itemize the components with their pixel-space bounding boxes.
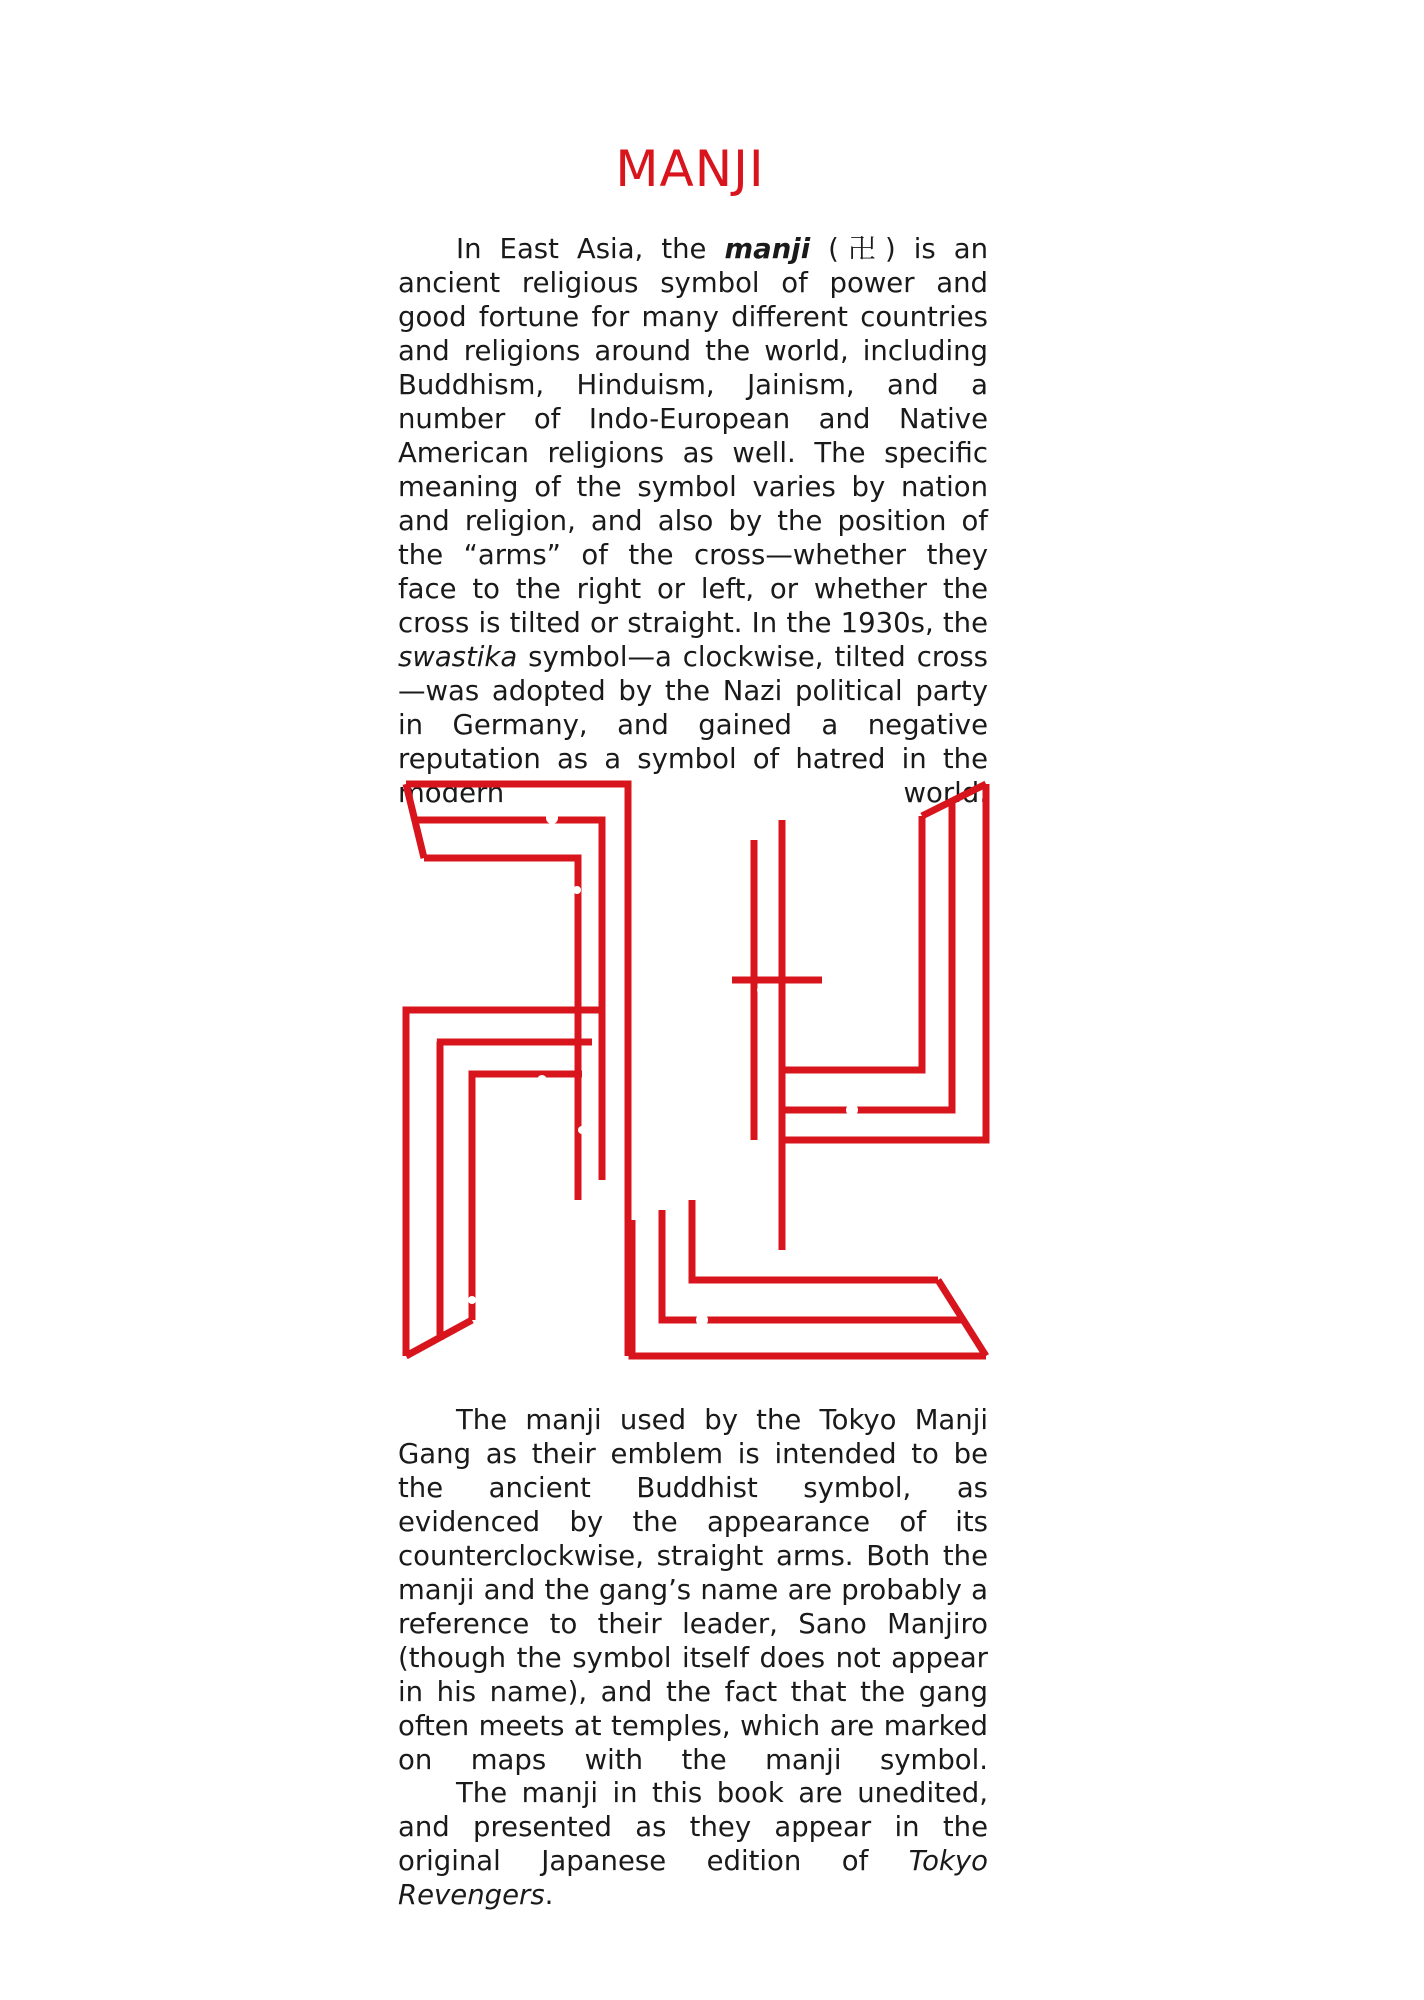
edition-text-2: . bbox=[544, 1879, 554, 1911]
emblem-paragraph bbox=[398, 1403, 988, 1777]
manji-character: 卍 bbox=[838, 233, 885, 265]
manji-term: manji bbox=[724, 233, 811, 265]
intro-text-3: ) is an ancient religious symbol of power and good fortune for many different countries and religions around the world, including Buddhism, Hinduism, Jainism, and a number of Indo-European and Native American religions as well. The specific meaning of the symbol varies by nation and religion, and also by the position of the “arms” of the cross—whether they face to the right or left, or whether the cross is tilted or straight. In the 1930s, the bbox=[398, 233, 988, 639]
edition-text-1: The manji in this book are unedited, and presented as they appear in the original Japanese edition of bbox=[398, 1777, 988, 1877]
swastika-term: swastika bbox=[398, 641, 518, 673]
intro-text-1: In East Asia, the bbox=[456, 233, 725, 265]
page-title: MANJI bbox=[615, 140, 765, 198]
intro-text-4: symbol—a clockwise, tilted cross—was adopted by the Nazi political party in Germany, and gained a negative reputation as a symbol of hatred in the modern world. bbox=[398, 641, 988, 809]
intro-paragraph bbox=[398, 232, 988, 810]
intro-text-2: ( bbox=[810, 233, 839, 265]
book-title: Tokyo Revengers bbox=[398, 1845, 988, 1911]
manji-emblem-icon bbox=[402, 780, 990, 1360]
edition-note-paragraph bbox=[398, 1776, 988, 1912]
emblem-text: The manji used by the Tokyo Manji Gang as their emblem is intended to be the ancient Buddhist symbol, as evidenced by the appearance of its counterclockwise, straight arms. Both the manji and the gang’s name are probably a reference to their leader, Sano Manjiro (though the symbol itself does not appear in his name), and the fact that the gang often meets at temples, which are marked on maps with the manji symbol. bbox=[398, 1404, 988, 1776]
